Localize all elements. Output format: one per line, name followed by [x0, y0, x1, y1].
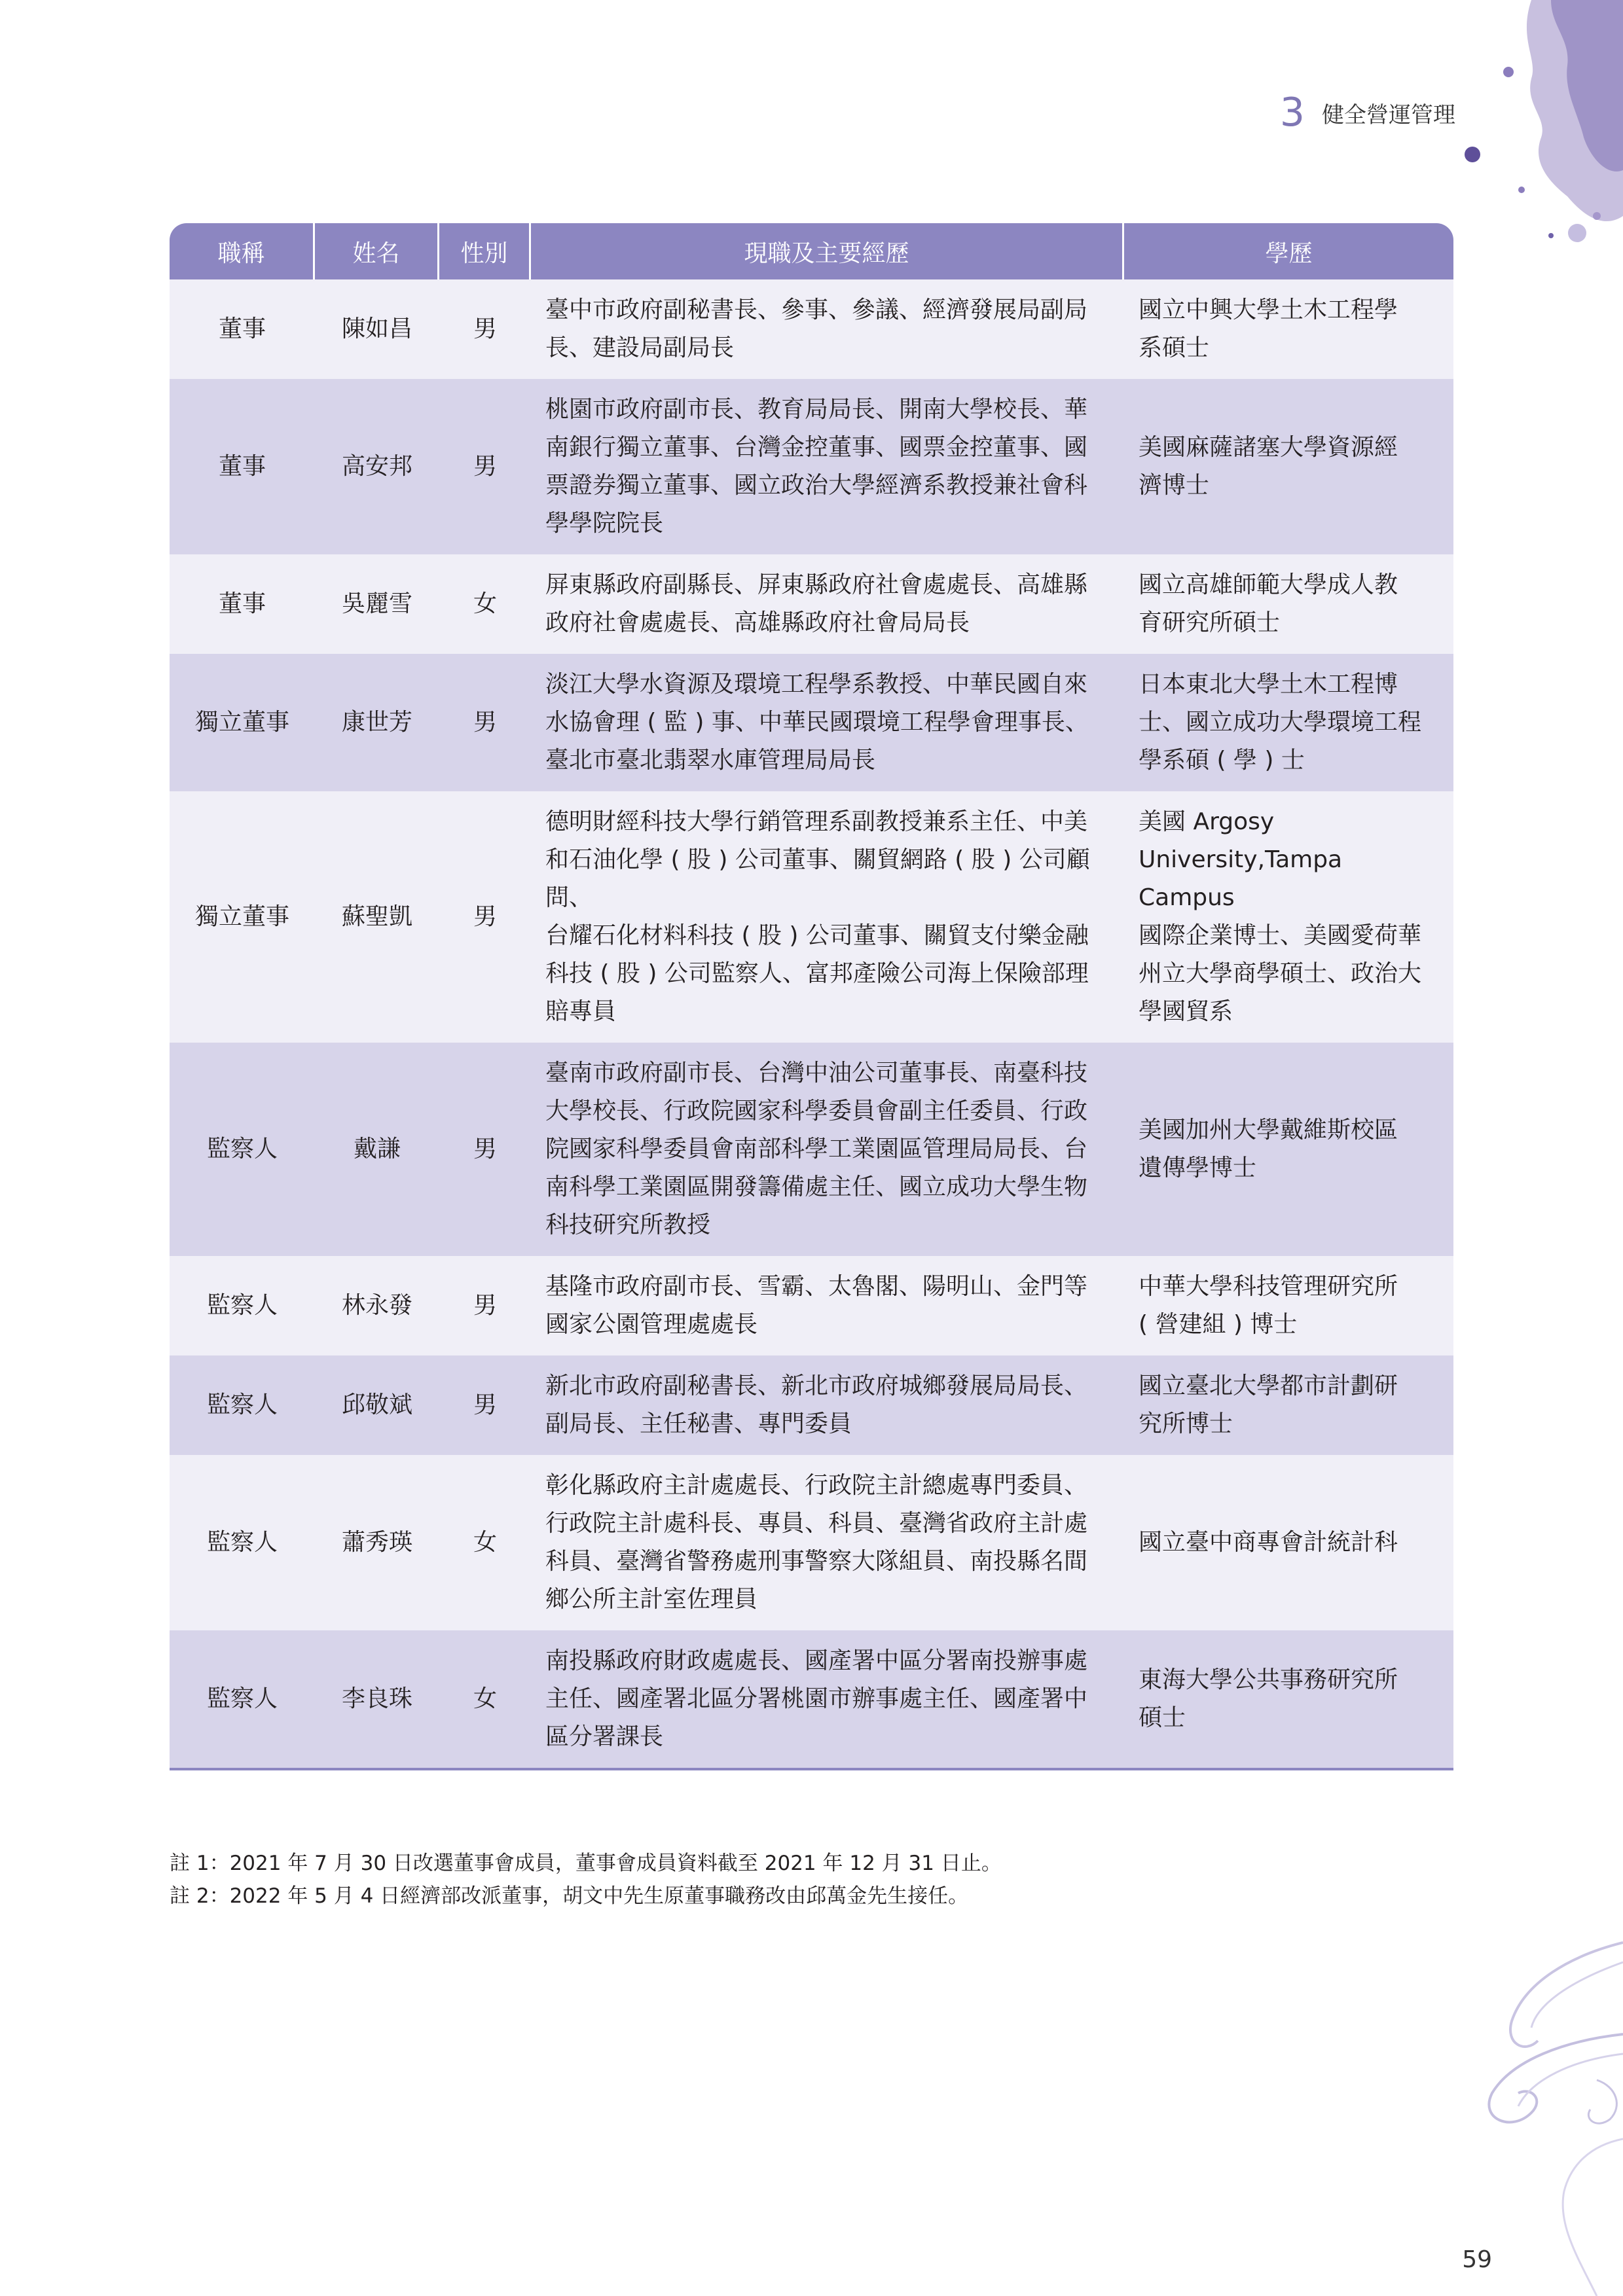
- cell-education-line: 中華大學科技管理研究所: [1139, 1273, 1398, 1300]
- cell-name: 林永發: [315, 1256, 439, 1355]
- cell-name: 康世芳: [315, 654, 439, 791]
- cell-title: 董事: [170, 554, 315, 654]
- cell-experience-line: 大學校長、行政院國家科學委員會副主任委員、行政: [545, 1098, 1088, 1124]
- column-header-gender: 性別: [439, 223, 531, 279]
- cell-education: [1124, 379, 1453, 554]
- cell-experience: [531, 1455, 1124, 1630]
- cell-gender: 男: [439, 791, 531, 1043]
- cell-education: [1124, 654, 1453, 791]
- table-row: [170, 1043, 1453, 1256]
- cell-education-line: 美國麻薩諸塞大學資源經: [1139, 434, 1398, 461]
- cell-experience-line: 德明財經科技大學行銷管理系副教授兼系主任、中美: [545, 808, 1088, 835]
- table-row: [170, 791, 1453, 1043]
- cell-education-line: 學系碩 ( 學 ) 士: [1139, 747, 1305, 774]
- column-header-name: 姓名: [315, 223, 439, 279]
- table-row: [170, 1256, 1453, 1355]
- footnote-1: 註 1：2021 年 7 月 30 日改選董事會成員，董事會成員資料截至 2021 年 12 月 31 日止。: [170, 1852, 1002, 1875]
- cell-education: [1124, 791, 1453, 1043]
- cell-education: [1124, 1630, 1453, 1770]
- cell-education: [1124, 1455, 1453, 1630]
- cell-experience-line: 科技 ( 股 ) 公司監察人、富邦產險公司海上保險部理: [545, 960, 1089, 987]
- cell-experience-line: 票證券獨立董事、國立政治大學經濟系教授兼社會科: [545, 472, 1088, 499]
- cell-gender: 女: [439, 1630, 531, 1770]
- cell-experience-line: 南科學工業園區開發籌備處主任、國立成功大學生物: [545, 1174, 1088, 1200]
- cell-experience-line: 臺北市臺北翡翠水庫管理局局長: [545, 747, 876, 774]
- cell-education-line: 國立中興大學土木工程學: [1139, 296, 1398, 323]
- cell-education: [1124, 554, 1453, 654]
- cell-education: [1124, 1355, 1453, 1455]
- cell-education-line: 碩士: [1139, 1704, 1186, 1731]
- cell-experience-line: 水協會理 ( 監 ) 事、中華民國環境工程學會理事長、: [545, 709, 1089, 736]
- cell-education-line: University,Tampa Campus: [1139, 846, 1343, 911]
- cell-title: 監察人: [170, 1630, 315, 1770]
- cell-title: 監察人: [170, 1256, 315, 1355]
- cell-experience-line: 政府社會處處長、高雄縣政府社會局局長: [545, 609, 970, 636]
- cell-education-line: ( 營建組 ) 博士: [1139, 1311, 1298, 1338]
- cell-experience: [531, 1256, 1124, 1355]
- swirl-decoration-icon: [1466, 1929, 1623, 2296]
- cell-education-line: 士、國立成功大學環境工程: [1139, 709, 1422, 736]
- cell-experience: [531, 791, 1124, 1043]
- cell-experience-line: 南銀行獨立董事、台灣金控董事、國票金控董事、國: [545, 434, 1088, 461]
- cell-name: 戴謙: [315, 1043, 439, 1256]
- cell-name: 陳如昌: [315, 279, 439, 379]
- table-header-row: [170, 223, 1453, 279]
- watercolor-decoration-icon: [1453, 0, 1623, 249]
- cell-name: 高安邦: [315, 379, 439, 554]
- chapter-header: [1279, 90, 1455, 135]
- column-header-title: 職稱: [170, 223, 315, 279]
- cell-experience: [531, 654, 1124, 791]
- cell-experience: [531, 1630, 1124, 1770]
- cell-experience-line: 科員、臺灣省警務處刑事警察大隊組員、南投縣名間: [545, 1548, 1088, 1575]
- cell-experience-line: 行政院主計處科長、專員、科員、臺灣省政府主計處: [545, 1510, 1088, 1537]
- cell-education-line: 系碩士: [1139, 334, 1210, 361]
- cell-education: [1124, 1043, 1453, 1256]
- chapter-number: 3: [1279, 90, 1305, 135]
- cell-education-line: 育研究所碩士: [1139, 609, 1281, 636]
- cell-experience-line: 和石油化學 ( 股 ) 公司董事、關貿網路 ( 股 ) 公司顧問、: [545, 846, 1090, 911]
- cell-experience-line: 院國家科學委員會南部科學工業園區管理局局長、台: [545, 1136, 1088, 1162]
- cell-experience: [531, 1043, 1124, 1256]
- cell-name: 蘇聖凱: [315, 791, 439, 1043]
- cell-experience-line: 學學院院長: [545, 510, 664, 537]
- cell-experience-line: 彰化縣政府主計處處長、行政院主計總處專門委員、: [545, 1472, 1088, 1499]
- cell-title: 董事: [170, 379, 315, 554]
- footnotes: [170, 1847, 1002, 1912]
- cell-experience-line: 長、建設局副局長: [545, 334, 735, 361]
- cell-experience: [531, 279, 1124, 379]
- cell-experience-line: 賠專員: [545, 998, 617, 1025]
- cell-experience-line: 桃園市政府副市長、教育局局長、開南大學校長、華: [545, 396, 1088, 423]
- cell-education-line: 國際企業博士、美國愛荷華: [1139, 922, 1422, 949]
- cell-name: 邱敬斌: [315, 1355, 439, 1455]
- cell-education-line: 州立大學商學碩士、政治大: [1139, 960, 1422, 987]
- table-row: [170, 279, 1453, 379]
- cell-name: 蕭秀瑛: [315, 1455, 439, 1630]
- cell-title: 監察人: [170, 1043, 315, 1256]
- cell-experience-line: 臺中市政府副秘書長、參事、參議、經濟發展局副局: [545, 296, 1088, 323]
- table-body: [170, 279, 1453, 1770]
- cell-experience-line: 科技研究所教授: [545, 1211, 711, 1238]
- table-row: [170, 1455, 1453, 1630]
- cell-experience-line: 屏東縣政府副縣長、屏東縣政府社會處處長、高雄縣: [545, 571, 1088, 598]
- cell-experience-line: 國家公園管理處處長: [545, 1311, 758, 1338]
- cell-education-line: 美國加州大學戴維斯校區: [1139, 1117, 1398, 1143]
- cell-name: 李良珠: [315, 1630, 439, 1770]
- cell-experience-line: 主任、國產署北區分署桃園市辦事處主任、國產署中: [545, 1685, 1088, 1712]
- cell-experience: [531, 1355, 1124, 1455]
- cell-experience: [531, 379, 1124, 554]
- cell-experience-line: 淡江大學水資源及環境工程學系教授、中華民國自來: [545, 671, 1088, 698]
- cell-education-line: 日本東北大學土木工程博: [1139, 671, 1398, 698]
- board-members-table: [170, 223, 1453, 1770]
- cell-gender: 男: [439, 1256, 531, 1355]
- cell-gender: 女: [439, 1455, 531, 1630]
- cell-gender: 男: [439, 654, 531, 791]
- page-number: 59: [1462, 2246, 1492, 2273]
- cell-education-line: 學國貿系: [1139, 998, 1233, 1025]
- cell-title: 董事: [170, 279, 315, 379]
- cell-experience-line: 副局長、主任秘書、專門委員: [545, 1410, 852, 1437]
- cell-title: 獨立董事: [170, 654, 315, 791]
- cell-experience: [531, 554, 1124, 654]
- table-row: [170, 554, 1453, 654]
- cell-title: 監察人: [170, 1455, 315, 1630]
- cell-education: [1124, 279, 1453, 379]
- cell-gender: 男: [439, 1355, 531, 1455]
- cell-education: [1124, 1256, 1453, 1355]
- cell-education-line: 國立臺中商專會計統計科: [1139, 1529, 1398, 1556]
- cell-experience-line: 基隆市政府副市長、雪霸、太魯閣、陽明山、金門等: [545, 1273, 1088, 1300]
- cell-education-line: 究所博士: [1139, 1410, 1233, 1437]
- cell-education-line: 美國 Argosy: [1139, 808, 1275, 835]
- cell-experience-line: 台耀石化材料科技 ( 股 ) 公司董事、關貿支付樂金融: [545, 922, 1089, 949]
- column-header-experience: 現職及主要經歷: [531, 223, 1124, 279]
- chapter-title: 健全營運管理: [1322, 101, 1455, 128]
- table-row: [170, 1355, 1453, 1455]
- cell-gender: 男: [439, 379, 531, 554]
- table-row: [170, 379, 1453, 554]
- cell-education-line: 東海大學公共事務研究所: [1139, 1666, 1398, 1693]
- cell-experience-line: 臺南市政府副市長、台灣中油公司董事長、南臺科技: [545, 1060, 1088, 1086]
- cell-gender: 男: [439, 279, 531, 379]
- cell-experience-line: 區分署課長: [545, 1723, 664, 1750]
- cell-education-line: 國立高雄師範大學成人教: [1139, 571, 1398, 598]
- cell-experience-line: 鄉公所主計室佐理員: [545, 1586, 758, 1613]
- cell-education-line: 國立臺北大學都市計劃研: [1139, 1372, 1398, 1399]
- cell-gender: 男: [439, 1043, 531, 1256]
- cell-gender: 女: [439, 554, 531, 654]
- footnote-2: 註 2：2022 年 5 月 4 日經濟部改派董事，胡文中先生原董事職務改由邱萬金先生接任。: [170, 1884, 969, 1908]
- cell-education-line: 遺傳學博士: [1139, 1155, 1257, 1181]
- cell-experience-line: 新北市政府副秘書長、新北市政府城鄉發展局局長、: [545, 1372, 1088, 1399]
- table-row: [170, 1630, 1453, 1770]
- cell-title: 獨立董事: [170, 791, 315, 1043]
- cell-education-line: 濟博士: [1139, 472, 1210, 499]
- table-row: [170, 654, 1453, 791]
- column-header-education: 學歷: [1124, 223, 1453, 279]
- cell-experience-line: 南投縣政府財政處處長、國產署中區分署南投辦事處: [545, 1647, 1088, 1674]
- cell-name: 吳麗雪: [315, 554, 439, 654]
- cell-title: 監察人: [170, 1355, 315, 1455]
